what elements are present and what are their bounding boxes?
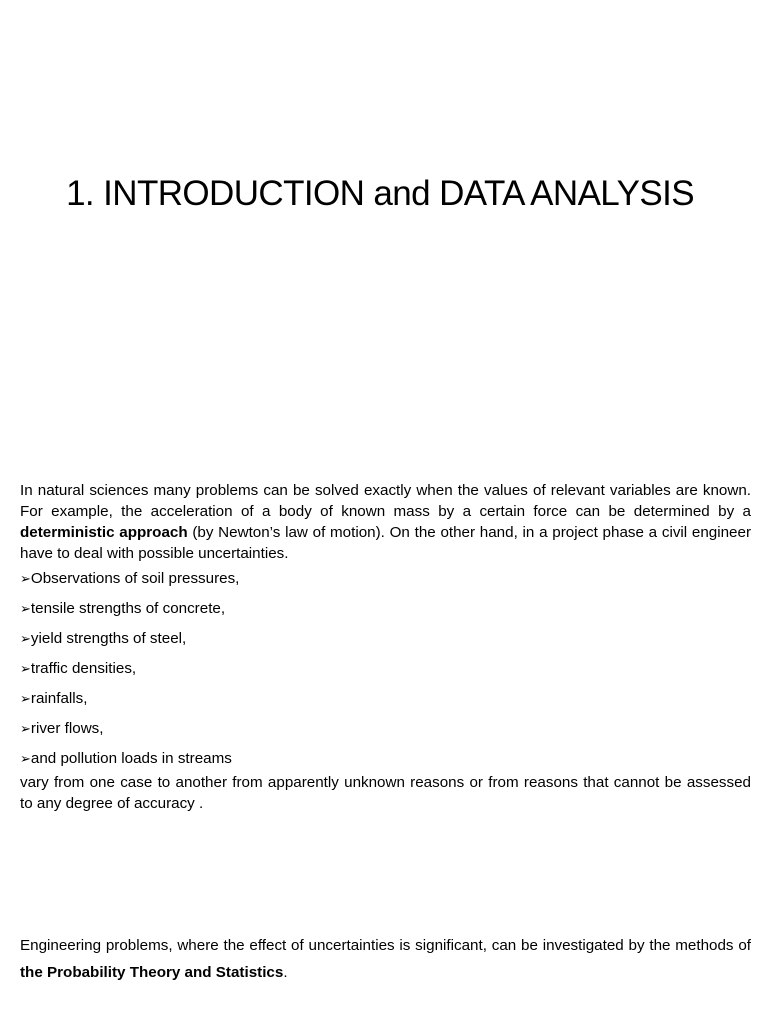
- closing-paragraph: [20, 932, 751, 986]
- list-item-text: and pollution loads in streams: [30, 750, 232, 767]
- uncertainty-list: [20, 568, 751, 770]
- body-text: [20, 480, 751, 814]
- list-item-text: yield strengths of steel,: [30, 630, 187, 647]
- list-item: [20, 748, 751, 770]
- page-title: 1. INTRODUCTION and DATA ANALYSIS: [66, 174, 694, 213]
- closing-bold-term: the Probability Theory and Statistics: [20, 964, 284, 981]
- closing-text-1: Engineering problems, where the effect of uncertainties is significant, can be investigated by the methods of: [20, 937, 751, 954]
- list-item: [20, 688, 751, 710]
- arrow-bullet-icon: ➢: [20, 752, 31, 767]
- list-item: [20, 718, 751, 740]
- list-item: [20, 628, 751, 650]
- list-item-text: tensile strengths of concrete,: [30, 600, 226, 617]
- arrow-bullet-icon: ➢: [20, 602, 31, 617]
- list-item: [20, 658, 751, 680]
- intro-paragraph: [20, 480, 751, 564]
- arrow-bullet-icon: ➢: [20, 692, 31, 707]
- list-item-text: river flows,: [30, 720, 104, 737]
- intro-text-1: In natural sciences many problems can be solved exactly when the values of relevant variables are known. For example, the acceleration of a body of known mass by a certain force can be determined by a: [20, 482, 751, 520]
- list-item-text: rainfalls,: [30, 690, 88, 707]
- arrow-bullet-icon: ➢: [20, 722, 31, 737]
- variability-paragraph: vary from one case to another from apparently unknown reasons or from reasons that cannot be assessed to any degree of accuracy .: [20, 774, 751, 812]
- list-item: [20, 598, 751, 620]
- arrow-bullet-icon: ➢: [20, 662, 31, 677]
- arrow-bullet-icon: ➢: [20, 632, 31, 647]
- list-item-text: Observations of soil pressures,: [30, 570, 240, 587]
- arrow-bullet-icon: ➢: [20, 572, 31, 587]
- list-item-text: traffic densities,: [30, 660, 137, 677]
- list-item: [20, 568, 751, 590]
- intro-bold-term: deterministic approach: [20, 524, 188, 541]
- intro-text-2: (by Newton’s law of motion). On the other hand, in a project phase a civil engineer have to deal with possible uncertainties.: [20, 524, 751, 562]
- closing-text-2: .: [283, 964, 288, 981]
